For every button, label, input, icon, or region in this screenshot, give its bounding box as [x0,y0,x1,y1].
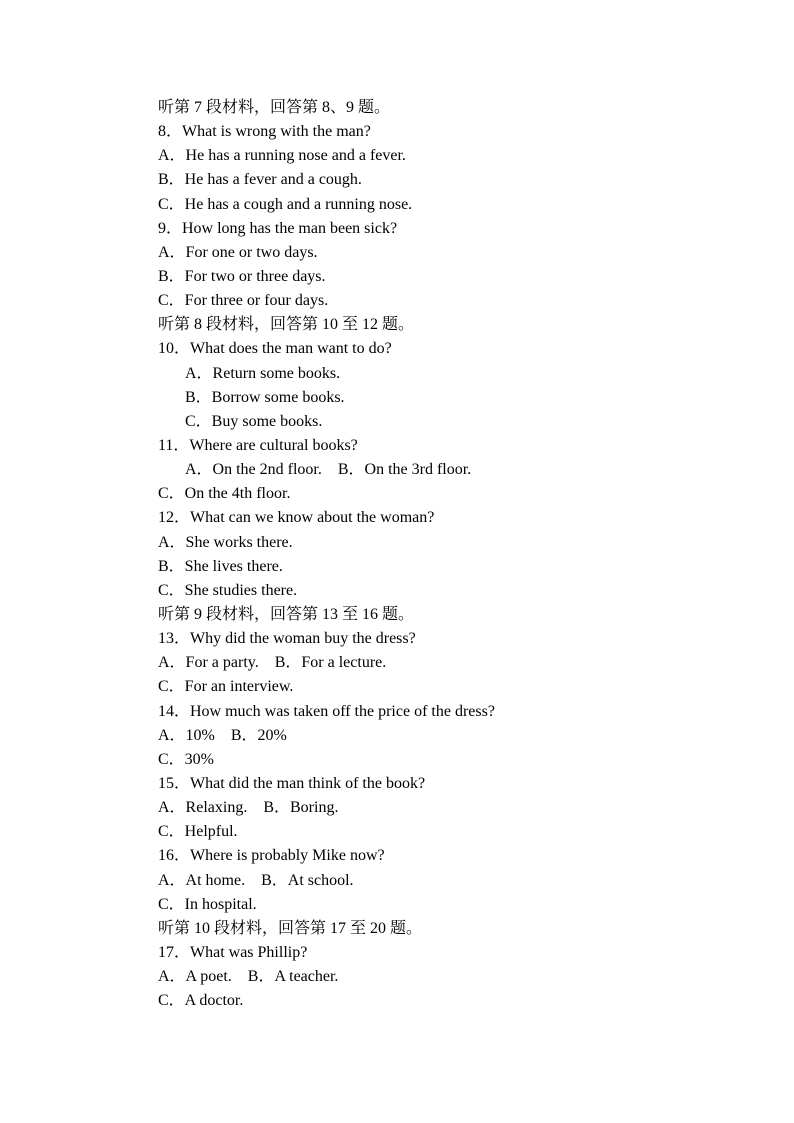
option-12c: C．She studies there. [158,581,298,599]
option-9a: A．For one or two days. [158,243,318,261]
option-14ab: A．10% B．20% [158,726,287,744]
option-11ab: A．On the 2nd floor. B．On the 3rd floor. [185,461,472,479]
option-10b: B．Borrow some books. [185,388,345,406]
option-14c: C．30% [158,750,215,768]
option-10a: A．Return some books. [185,364,341,382]
option-17ab: A．A poet. B．A teacher. [158,968,339,986]
option-13ab: A．For a party. B．For a lecture. [158,654,387,672]
option-16c: C．In hospital. [158,895,257,913]
question-8: 8．What is wrong with the man? [158,123,371,141]
question-13: 13．Why did the woman buy the dress? [158,630,416,648]
option-8c: C．He has a cough and a running nose. [158,195,413,213]
question-list [158,96,758,1013]
option-17c: C．A doctor. [158,992,244,1010]
option-9c: C．For three or four days. [158,292,329,310]
option-12a: A．She works there. [158,533,293,551]
section-heading-9: 听第 9 段材料，回答第 13 至 16 题。 [158,605,415,623]
option-8a: A．He has a running nose and a fever. [158,147,406,165]
option-15ab: A．Relaxing. B．Boring. [158,799,339,817]
question-14: 14．How much was taken off the price of the dress? [158,702,495,720]
option-15c: C．Helpful. [158,823,238,841]
option-13c: C．For an interview. [158,678,294,696]
question-10: 10．What does the man want to do? [158,340,392,358]
question-9: 9．How long has the man been sick? [158,219,398,237]
section-heading-7: 听第 7 段材料，回答第 8、9 题。 [158,99,391,116]
question-11: 11．Where are cultural books? [158,436,358,454]
option-16ab: A．At home. B．At school. [158,871,354,889]
question-17: 17．What was Phillip? [158,943,308,961]
question-12: 12．What can we know about the woman? [158,509,435,527]
option-9b: B．For two or three days. [158,267,326,285]
question-15: 15．What did the man think of the book? [158,774,426,792]
option-12b: B．She lives there. [158,557,283,575]
option-10c: C．Buy some books. [185,412,323,430]
option-11c: C．On the 4th floor. [158,485,291,503]
option-8b: B．He has a fever and a cough. [158,171,362,189]
section-heading-10: 听第 10 段材料，回答第 17 至 20 题。 [158,919,423,937]
section-heading-8: 听第 8 段材料，回答第 10 至 12 题。 [158,316,415,334]
question-16: 16．Where is probably Mike now? [158,847,385,865]
